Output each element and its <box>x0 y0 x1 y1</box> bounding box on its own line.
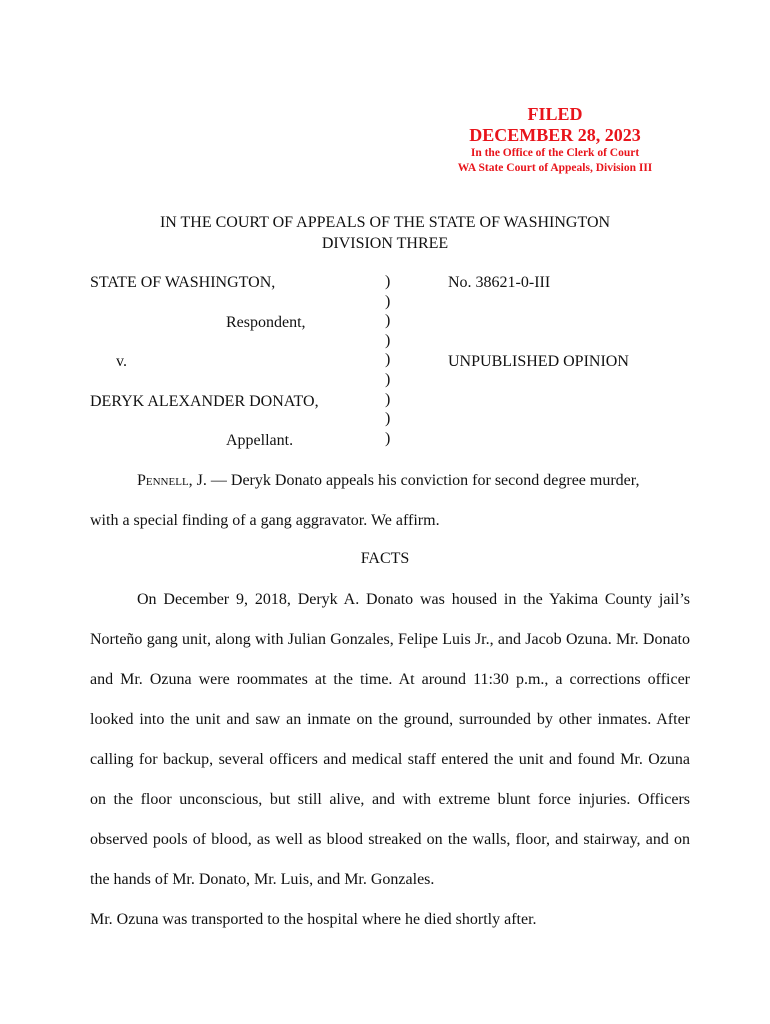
respondent-role: Respondent, <box>226 314 306 331</box>
caption-parentheses <box>385 272 390 448</box>
court-division-line: WA State Court of Appeals, Division III <box>457 162 653 174</box>
opinion-intro <box>90 461 690 541</box>
caption-paren: ) <box>385 410 391 428</box>
caption-paren: ) <box>385 292 391 310</box>
caption-paren: ) <box>385 370 391 388</box>
versus-label: v. <box>116 353 127 370</box>
intro-sentence: , J. — Deryk Donato appeals his conviction for second degree murder, <box>188 472 640 489</box>
court-name: IN THE COURT OF APPEALS OF THE STATE OF WASHINGTON <box>159 214 611 231</box>
caption-paren: ) <box>385 390 391 408</box>
case-number: No. 38621-0-III <box>448 274 551 291</box>
appellant-party: DERYK ALEXANDER DONATO, <box>90 393 319 410</box>
caption-paren: ) <box>385 312 391 330</box>
intro-line-1 <box>90 461 690 501</box>
appellant-role: Appellant. <box>226 432 294 449</box>
facts-paragraph: On December 9, 2018, Deryk A. Donato was housed in the Yakima County jail’s Norteño gang unit, along with Julian Gonzales, Felipe Luis Jr., and Jacob Ozuna. Mr. Donato and Mr. Ozuna were roommates at the time. At around 11:30 p.m., a corrections officer looked into the unit and saw an inmate on the ground, surrounded by other inmates. After calling for backup, several officers and medical staff entered the unit and found Mr. Ozuna on the floor unconscious, but still alive, and with extreme blunt force injuries. Officers observed pools of blood, as well as blood streaked on the walls, floor, and stairway, and on the hands of Mr. Donato, Mr. Luis, and Mr. Gonzales. <box>90 591 690 888</box>
facts-section <box>90 580 690 940</box>
filed-date: DECEMBER 28, 2023 <box>469 125 641 145</box>
filed-stamp <box>430 104 680 176</box>
author-name: Pennell <box>137 472 189 489</box>
respondent-party: STATE OF WASHINGTON, <box>90 274 276 291</box>
facts-last-line: Mr. Ozuna was transported to the hospital where he died shortly after. <box>90 911 537 928</box>
case-caption <box>0 272 770 452</box>
court-division: DIVISION THREE <box>321 235 449 252</box>
caption-paren: ) <box>385 331 391 349</box>
clerk-office-line: In the Office of the Clerk of Court <box>470 147 640 159</box>
filed-label: FILED <box>527 104 583 124</box>
caption-paren: ) <box>385 273 391 290</box>
caption-paren: ) <box>385 429 391 447</box>
caption-paren: ) <box>385 351 391 369</box>
court-heading <box>0 212 770 254</box>
opinion-type: UNPUBLISHED OPINION <box>448 353 629 370</box>
facts-heading: FACTS <box>360 550 410 567</box>
intro-line-2: with a special finding of a gang aggravator. We affirm. <box>90 512 440 529</box>
